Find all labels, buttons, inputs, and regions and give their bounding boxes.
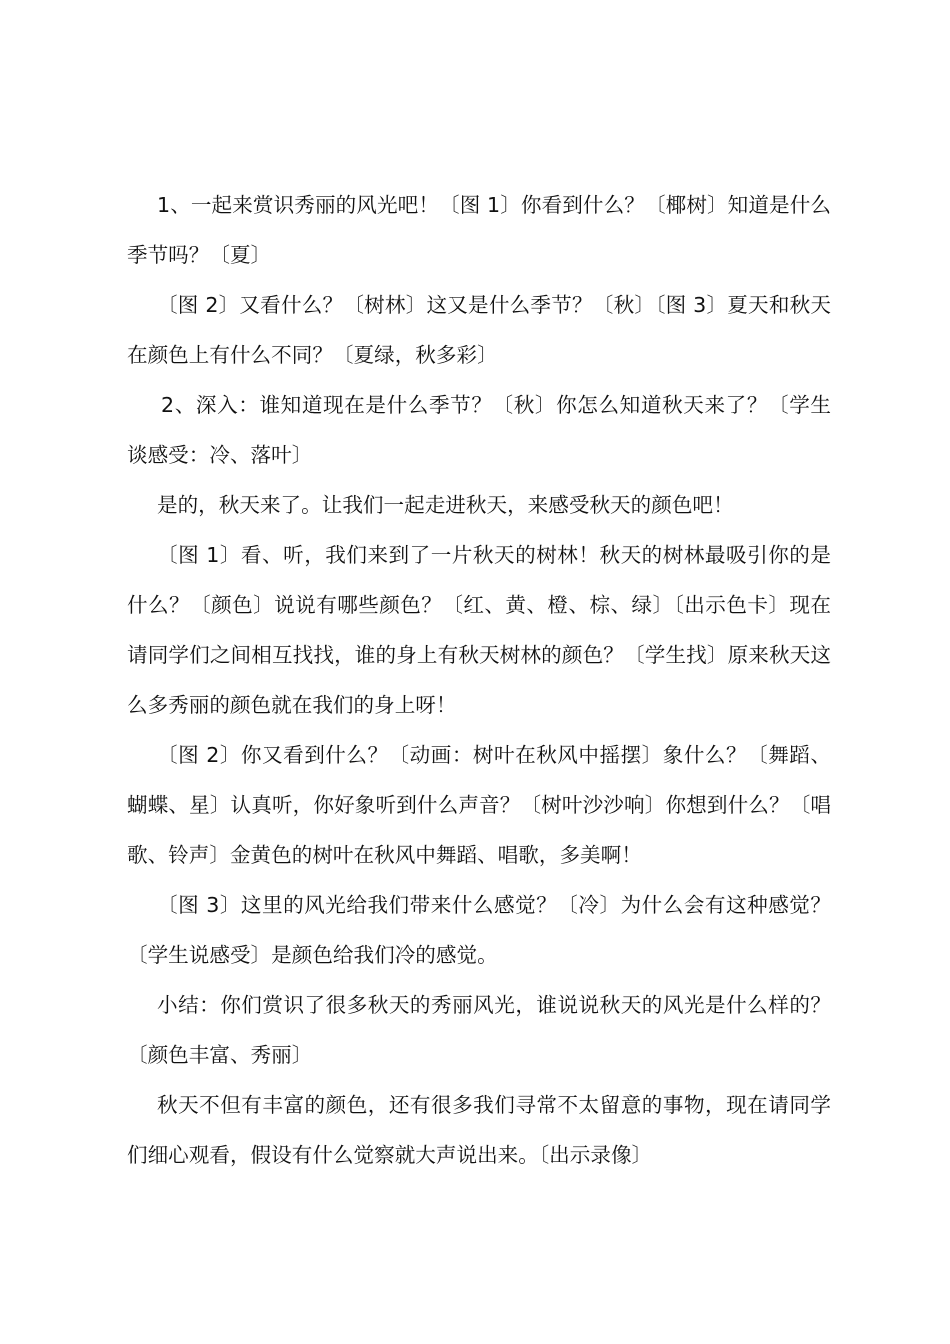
paragraph-4: 是的，秋天来了。让我们一起走进秋天，来感受秋天的颜色吧！ [157,493,734,517]
paragraph-6: 〔图 2〕你又看到什么？〔动画：树叶在秋风中摇摆〕象什么？〔舞蹈、蝴蝶、星〕认真听，你好象听到什么声音？〔树叶沙沙响〕你想到什么？〔唱歌、铃声〕金黄色的树叶在秋风中舞蹈、唱歌，多美啊！ [127,743,831,867]
paragraph-9: 秋天不但有丰富的颜色，还有很多我们寻常不太留意的事物，现在请同学们细心观看，假设有什么觉察就大声说出来。〔出示录像〕 [127,1093,831,1167]
paragraph-7: 〔图 3〕这里的风光给我们带来什么感觉？〔冷〕为什么会有这种感觉？〔学生说感受〕是颜色给我们冷的感觉。 [127,893,831,967]
paragraph-3: 2、深入：谁知道现在是什么季节？〔秋〕你怎么知道秋天来了？〔学生谈感受：冷、落叶〕 [127,393,831,467]
document-body [127,180,831,1180]
paragraph-8: 小结：你们赏识了很多秋天的秀丽风光，谁说说秋天的风光是什么样的？〔颜色丰富、秀丽〕 [127,993,831,1067]
paragraph-1: 1、一起来赏识秀丽的风光吧！〔图 1〕你看到什么？〔椰树〕知道是什么季节吗？〔夏〕 [127,193,831,267]
paragraph-2: 〔图 2〕又看什么？〔树林〕这又是什么季节？〔秋〕〔图 3〕夏天和秋天在颜色上有什么不同？〔夏绿，秋多彩〕 [127,293,831,367]
paragraph-5: 〔图 1〕看、听，我们来到了一片秋天的树林！秋天的树林最吸引你的是什么？〔颜色〕说说有哪些颜色？〔红、黄、橙、棕、绿〕〔出示色卡〕现在请同学们之间相互找找，谁的身上有秋天树林的颜色？〔学生找〕原来秋天这么多秀丽的颜色就在我们的身上呀！ [127,543,831,717]
